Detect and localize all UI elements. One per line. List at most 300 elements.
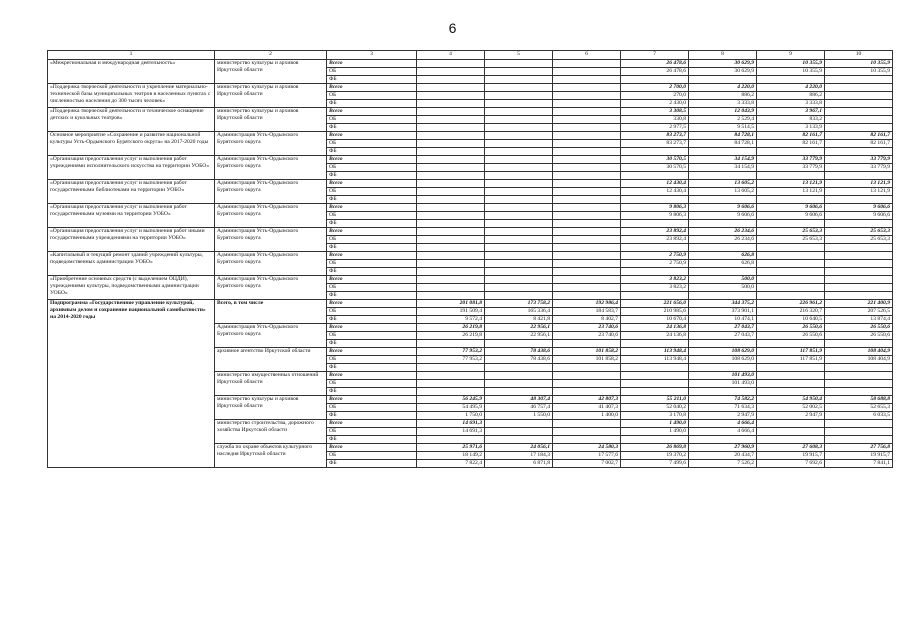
value-cell: 41 407,3	[553, 404, 621, 412]
value-cell: 210 985,6	[621, 308, 689, 316]
executor-cell: министерство культуры и архивов Иркутской области	[215, 396, 327, 420]
value-cell	[757, 196, 825, 204]
value-cell	[825, 124, 893, 132]
value-cell	[417, 276, 485, 284]
value-cell	[553, 84, 621, 92]
value-cell	[825, 108, 893, 116]
table-row	[48, 108, 893, 116]
value-cell	[417, 100, 485, 108]
executor-cell: Всего, в том числе	[215, 300, 327, 324]
value-cell: 27 756,8	[825, 444, 893, 452]
value-cell: 10 355,9	[757, 60, 825, 68]
value-cell: 82 161,7	[825, 132, 893, 140]
value-cell: 83 273,7	[621, 140, 689, 148]
value-cell	[553, 76, 621, 84]
value-cell: 25 653,3	[757, 236, 825, 244]
funding-source-cell: Всего	[327, 324, 417, 332]
value-cell: 6 871,8	[485, 460, 553, 468]
value-cell	[621, 340, 689, 348]
value-cell: 108 404,9	[825, 356, 893, 364]
value-cell	[621, 364, 689, 372]
funding-source-cell: ОБ	[327, 212, 417, 220]
value-cell: 30 570,5	[621, 156, 689, 164]
executor-cell: министерство строительства, дорожного хозяйства Иркутской области	[215, 420, 327, 444]
table-row	[48, 132, 893, 140]
table-row	[48, 60, 893, 68]
value-cell	[757, 284, 825, 292]
funding-source-cell: ОБ	[327, 284, 417, 292]
funding-source-cell: Всего	[327, 396, 417, 404]
value-cell	[553, 372, 621, 380]
value-cell: 17 184,3	[485, 452, 553, 460]
value-cell: 833,2	[757, 116, 825, 124]
value-cell: 78 438,6	[485, 348, 553, 356]
value-cell: 23 740,6	[553, 332, 621, 340]
executor-cell: Администрация Усть-Ордынского Бурятского округа	[215, 276, 327, 300]
funding-source-cell: ОБ	[327, 236, 417, 244]
value-cell: 101 493,0	[689, 372, 757, 380]
value-cell: 7 002,7	[553, 460, 621, 468]
value-cell: 33 779,9	[825, 164, 893, 172]
value-cell	[553, 108, 621, 116]
value-cell: 9 606,6	[757, 204, 825, 212]
table-row	[48, 276, 893, 284]
value-cell: 56 245,9	[417, 396, 485, 404]
value-cell: 19 370,2	[621, 452, 689, 460]
value-cell: 9 606,6	[689, 204, 757, 212]
value-cell	[553, 100, 621, 108]
value-cell: 8 402,7	[553, 316, 621, 324]
funding-source-cell: Всего	[327, 204, 417, 212]
value-cell: 26 478,6	[621, 60, 689, 68]
activity-name-cell: «Организация предоставления услуг и выполнения работ государственными библиотеками на территории УОБО»	[48, 180, 215, 204]
value-cell: 26 550,6	[757, 332, 825, 340]
subprogram-name-cell: Подпрограмма «Государственное управление культурой, архивным делом и сохранение национальной самобытности» на 2014-2020 годы	[48, 300, 215, 468]
value-cell: 9 606,6	[689, 212, 757, 220]
funding-source-cell: ОБ	[327, 188, 417, 196]
value-cell: 54 495,9	[417, 404, 485, 412]
executor-cell: Администрация Усть-Ордынского Бурятского округа	[215, 252, 327, 276]
funding-source-cell: ФБ	[327, 292, 417, 300]
value-cell	[621, 148, 689, 156]
value-cell: 14 691,3	[417, 420, 485, 428]
value-cell	[689, 172, 757, 180]
value-cell: 10 355,9	[825, 68, 893, 76]
value-cell: 101 493,0	[689, 380, 757, 388]
value-cell: 13 121,9	[825, 180, 893, 188]
value-cell	[825, 148, 893, 156]
value-cell: 27 960,9	[689, 444, 757, 452]
value-cell: 2 529,4	[689, 116, 757, 124]
value-cell	[757, 364, 825, 372]
value-cell	[485, 140, 553, 148]
funding-source-cell: ФБ	[327, 388, 417, 396]
executor-cell: Администрация Усть-Ордынского Бурятского округа	[215, 228, 327, 252]
value-cell: 113 948,4	[621, 356, 689, 364]
value-cell	[621, 292, 689, 300]
value-cell	[621, 76, 689, 84]
value-cell	[757, 252, 825, 260]
value-cell	[417, 364, 485, 372]
value-cell	[485, 100, 553, 108]
table-row	[48, 180, 893, 188]
value-cell	[757, 76, 825, 84]
value-cell: 1 550,0	[485, 412, 553, 420]
value-cell: 3 308,5	[621, 108, 689, 116]
value-cell: 7 499,6	[621, 460, 689, 468]
value-cell	[417, 220, 485, 228]
value-cell: 270,0	[621, 92, 689, 100]
value-cell: 78 438,6	[485, 356, 553, 364]
value-cell: 886,2	[689, 92, 757, 100]
activity-name-cell: Основное мероприятие «Сохранение и развитие национальной культуры Усть-Ордынского Бурятского округа» на 2017-2020 годы	[48, 132, 215, 156]
value-cell	[621, 372, 689, 380]
funding-source-cell: ФБ	[327, 148, 417, 156]
value-cell: 82 161,7	[757, 140, 825, 148]
executor-cell: министерство культуры и архивов Иркутской области	[215, 60, 327, 84]
value-cell	[825, 116, 893, 124]
value-cell: 30 629,9	[689, 60, 757, 68]
funding-source-cell: ФБ	[327, 364, 417, 372]
value-cell: 216 320,7	[757, 308, 825, 316]
value-cell	[417, 84, 485, 92]
value-cell	[417, 380, 485, 388]
value-cell: 27 043,7	[689, 324, 757, 332]
value-cell	[417, 292, 485, 300]
value-cell: 82 161,7	[757, 132, 825, 140]
executor-cell: Администрация Усть-Ордынского Бурятского округа	[215, 204, 327, 228]
value-cell	[825, 380, 893, 388]
funding-source-cell: ФБ	[327, 124, 417, 132]
value-cell	[553, 252, 621, 260]
value-cell	[485, 276, 553, 284]
value-cell: 74 582,2	[689, 396, 757, 404]
value-cell: 22 956,1	[485, 324, 553, 332]
funding-source-cell: Всего	[327, 84, 417, 92]
value-cell	[553, 364, 621, 372]
header-cell: 8	[689, 51, 757, 60]
value-cell: 22 956,1	[485, 332, 553, 340]
value-cell	[553, 236, 621, 244]
funding-source-cell: Всего	[327, 276, 417, 284]
value-cell: 1 400,0	[553, 412, 621, 420]
value-cell: 34 154,9	[689, 156, 757, 164]
value-cell	[553, 148, 621, 156]
value-cell: 165 336,4	[485, 308, 553, 316]
value-cell: 54 950,4	[757, 396, 825, 404]
value-cell	[417, 188, 485, 196]
value-cell: 1 750,0	[417, 412, 485, 420]
value-cell	[485, 76, 553, 84]
value-cell	[757, 388, 825, 396]
value-cell	[553, 204, 621, 212]
value-cell: 117 851,9	[757, 356, 825, 364]
value-cell	[553, 92, 621, 100]
value-cell: 26 234,6	[689, 228, 757, 236]
funding-source-cell: ОБ	[327, 452, 417, 460]
table-row	[48, 300, 893, 308]
value-cell: 20 434,7	[689, 452, 757, 460]
table-row	[48, 84, 893, 92]
funding-source-cell: Всего	[327, 420, 417, 428]
value-cell	[417, 212, 485, 220]
value-cell: 52 002,5	[757, 404, 825, 412]
value-cell	[621, 244, 689, 252]
value-cell	[825, 260, 893, 268]
funding-source-cell: ОБ	[327, 332, 417, 340]
value-cell: 886,2	[757, 92, 825, 100]
funding-source-cell: ФБ	[327, 244, 417, 252]
value-cell: 207 526,5	[825, 308, 893, 316]
value-cell: 18 149,2	[417, 452, 485, 460]
value-cell	[825, 284, 893, 292]
value-cell: 23 740,6	[553, 324, 621, 332]
value-cell	[417, 236, 485, 244]
value-cell	[485, 148, 553, 156]
value-cell: 101 858,2	[553, 356, 621, 364]
value-cell: 17 577,6	[553, 452, 621, 460]
funding-source-cell: ОБ	[327, 356, 417, 364]
value-cell: 626,8	[689, 260, 757, 268]
value-cell	[417, 148, 485, 156]
value-cell	[553, 220, 621, 228]
value-cell: 10 355,9	[757, 68, 825, 76]
value-cell	[825, 100, 893, 108]
value-cell: 82 161,7	[825, 140, 893, 148]
value-cell: 10 355,9	[825, 60, 893, 68]
value-cell: 6 033,5	[825, 412, 893, 420]
value-cell: 34 154,9	[689, 164, 757, 172]
activity-name-cell: «Поддержка творческой деятельности и техническое оснащение детских и кукольных театров»	[48, 108, 215, 132]
table-row	[48, 252, 893, 260]
value-cell	[485, 196, 553, 204]
value-cell: 42 807,3	[553, 396, 621, 404]
value-cell: 33 779,9	[757, 164, 825, 172]
value-cell: 500,0	[689, 276, 757, 284]
value-cell	[553, 212, 621, 220]
value-cell: 10 670,4	[621, 316, 689, 324]
value-cell: 117 851,9	[757, 348, 825, 356]
value-cell: 23 892,4	[621, 228, 689, 236]
value-cell	[757, 148, 825, 156]
value-cell	[485, 268, 553, 276]
value-cell	[417, 172, 485, 180]
value-cell	[689, 340, 757, 348]
value-cell	[553, 276, 621, 284]
value-cell	[689, 388, 757, 396]
funding-source-cell: ФБ	[327, 316, 417, 324]
value-cell: 26 869,8	[621, 444, 689, 452]
value-cell: 24 056,1	[485, 444, 553, 452]
value-cell	[485, 132, 553, 140]
value-cell: 9 606,6	[757, 212, 825, 220]
value-cell	[689, 76, 757, 84]
funding-source-cell: ОБ	[327, 164, 417, 172]
value-cell	[485, 244, 553, 252]
funding-source-cell: Всего	[327, 228, 417, 236]
value-cell	[485, 284, 553, 292]
value-cell	[825, 84, 893, 92]
value-cell	[621, 220, 689, 228]
activity-name-cell: «Поддержка творческой деятельности и укрепление материально-технической базы муниципальных театров в населенных пунктах с численностью населения до 300 тысяч человек»	[48, 84, 215, 108]
value-cell: 13 605,2	[689, 188, 757, 196]
value-cell: 58 688,8	[825, 396, 893, 404]
value-cell	[553, 260, 621, 268]
value-cell	[485, 372, 553, 380]
page-number: 6	[448, 20, 457, 36]
value-cell	[485, 236, 553, 244]
value-cell	[825, 244, 893, 252]
funding-source-cell: ОБ	[327, 404, 417, 412]
value-cell	[689, 220, 757, 228]
value-cell	[417, 164, 485, 172]
value-cell	[417, 140, 485, 148]
value-cell	[553, 428, 621, 436]
executor-cell: министерство имущественных отношений Иркутской области	[215, 372, 327, 396]
value-cell: 113 948,4	[621, 348, 689, 356]
value-cell: 13 874,4	[825, 316, 893, 324]
value-cell	[417, 340, 485, 348]
funding-source-cell: Всего	[327, 348, 417, 356]
value-cell	[417, 132, 485, 140]
value-cell: 84 728,1	[689, 132, 757, 140]
value-cell: 83 273,7	[621, 132, 689, 140]
value-cell: 12 043,9	[689, 108, 757, 116]
funding-source-cell: ОБ	[327, 92, 417, 100]
value-cell: 33 779,9	[757, 156, 825, 164]
value-cell	[757, 244, 825, 252]
value-cell: 3 823,2	[621, 284, 689, 292]
value-cell	[485, 68, 553, 76]
value-cell	[621, 268, 689, 276]
value-cell: 9 514,5	[689, 124, 757, 132]
value-cell: 13 121,9	[757, 188, 825, 196]
value-cell: 9 606,6	[825, 212, 893, 220]
value-cell	[485, 84, 553, 92]
value-cell	[553, 340, 621, 348]
value-cell: 7 841,1	[825, 460, 893, 468]
value-cell	[825, 76, 893, 84]
value-cell: 13 121,9	[757, 180, 825, 188]
value-cell	[553, 60, 621, 68]
value-cell	[485, 124, 553, 132]
value-cell	[621, 196, 689, 204]
value-cell	[689, 268, 757, 276]
value-cell: 191 509,4	[417, 308, 485, 316]
value-cell: 52 655,3	[825, 404, 893, 412]
activity-name-cell: «Организация предоставления услуг и выполнения работ государственными музеями на территории УОБО»	[48, 204, 215, 228]
value-cell: 13 605,2	[689, 180, 757, 188]
value-cell: 25 653,3	[825, 228, 893, 236]
value-cell	[553, 68, 621, 76]
value-cell	[485, 108, 553, 116]
value-cell	[417, 260, 485, 268]
value-cell	[417, 196, 485, 204]
value-cell	[485, 164, 553, 172]
value-cell	[485, 252, 553, 260]
value-cell: 26 234,6	[689, 236, 757, 244]
funding-source-cell: ФБ	[327, 460, 417, 468]
funding-source-cell: ФБ	[327, 100, 417, 108]
value-cell	[417, 68, 485, 76]
value-cell: 52 040,2	[621, 404, 689, 412]
value-cell	[689, 364, 757, 372]
value-cell: 2 430,0	[621, 100, 689, 108]
value-cell	[485, 188, 553, 196]
value-cell	[553, 132, 621, 140]
value-cell: 101 858,2	[553, 348, 621, 356]
value-cell	[485, 180, 553, 188]
value-cell: 108 404,9	[825, 348, 893, 356]
funding-source-cell: Всего	[327, 252, 417, 260]
value-cell	[757, 372, 825, 380]
value-cell	[553, 388, 621, 396]
value-cell: 3 823,2	[621, 276, 689, 284]
value-cell: 3 333,8	[757, 100, 825, 108]
value-cell: 201 081,8	[417, 300, 485, 308]
value-cell	[553, 124, 621, 132]
value-cell	[485, 156, 553, 164]
funding-source-cell: Всего	[327, 300, 417, 308]
value-cell	[417, 372, 485, 380]
value-cell: 2 750,9	[621, 260, 689, 268]
value-cell	[621, 388, 689, 396]
value-cell	[689, 292, 757, 300]
value-cell: 184 583,7	[553, 308, 621, 316]
value-cell: 77 953,2	[417, 356, 485, 364]
funding-source-cell: Всего	[327, 156, 417, 164]
value-cell: 30 629,9	[689, 68, 757, 76]
budget-table	[47, 50, 893, 468]
value-cell: 173 758,2	[485, 300, 553, 308]
value-cell	[485, 92, 553, 100]
value-cell	[417, 92, 485, 100]
value-cell: 3 967,1	[757, 108, 825, 116]
value-cell: 2 977,5	[621, 124, 689, 132]
value-cell	[553, 188, 621, 196]
activity-name-cell: «Организация предоставления услуг и выполнения работ учреждениями исполнительского искусства на территории УОБО»	[48, 156, 215, 180]
funding-source-cell: ОБ	[327, 308, 417, 316]
value-cell: 221 656,0	[621, 300, 689, 308]
value-cell	[485, 436, 553, 444]
value-cell: 14 691,3	[417, 428, 485, 436]
value-cell: 3 170,8	[621, 412, 689, 420]
value-cell	[825, 220, 893, 228]
value-cell: 26 219,8	[417, 332, 485, 340]
value-cell: 1 490,0	[621, 428, 689, 436]
funding-source-cell: ОБ	[327, 380, 417, 388]
executor-cell: архивное агентство Иркутской области	[215, 348, 327, 372]
value-cell	[553, 156, 621, 164]
activity-name-cell: «Капитальный и текущий ремонт зданий учреждений культуры, подведомственных администрации УОБО»	[48, 252, 215, 276]
funding-source-cell: ФБ	[327, 268, 417, 276]
value-cell	[757, 172, 825, 180]
table-header-row	[48, 51, 893, 60]
value-cell	[757, 276, 825, 284]
value-cell: 24 136,8	[621, 332, 689, 340]
value-cell: 500,0	[689, 284, 757, 292]
value-cell: 27 043,7	[689, 332, 757, 340]
value-cell: 373 901,1	[689, 308, 757, 316]
value-cell	[757, 380, 825, 388]
value-cell	[757, 260, 825, 268]
executor-cell: министерство культуры и архивов Иркутской области	[215, 108, 327, 132]
funding-source-cell: ОБ	[327, 428, 417, 436]
value-cell: 10 474,1	[689, 316, 757, 324]
value-cell	[417, 116, 485, 124]
value-cell	[825, 420, 893, 428]
value-cell	[417, 244, 485, 252]
